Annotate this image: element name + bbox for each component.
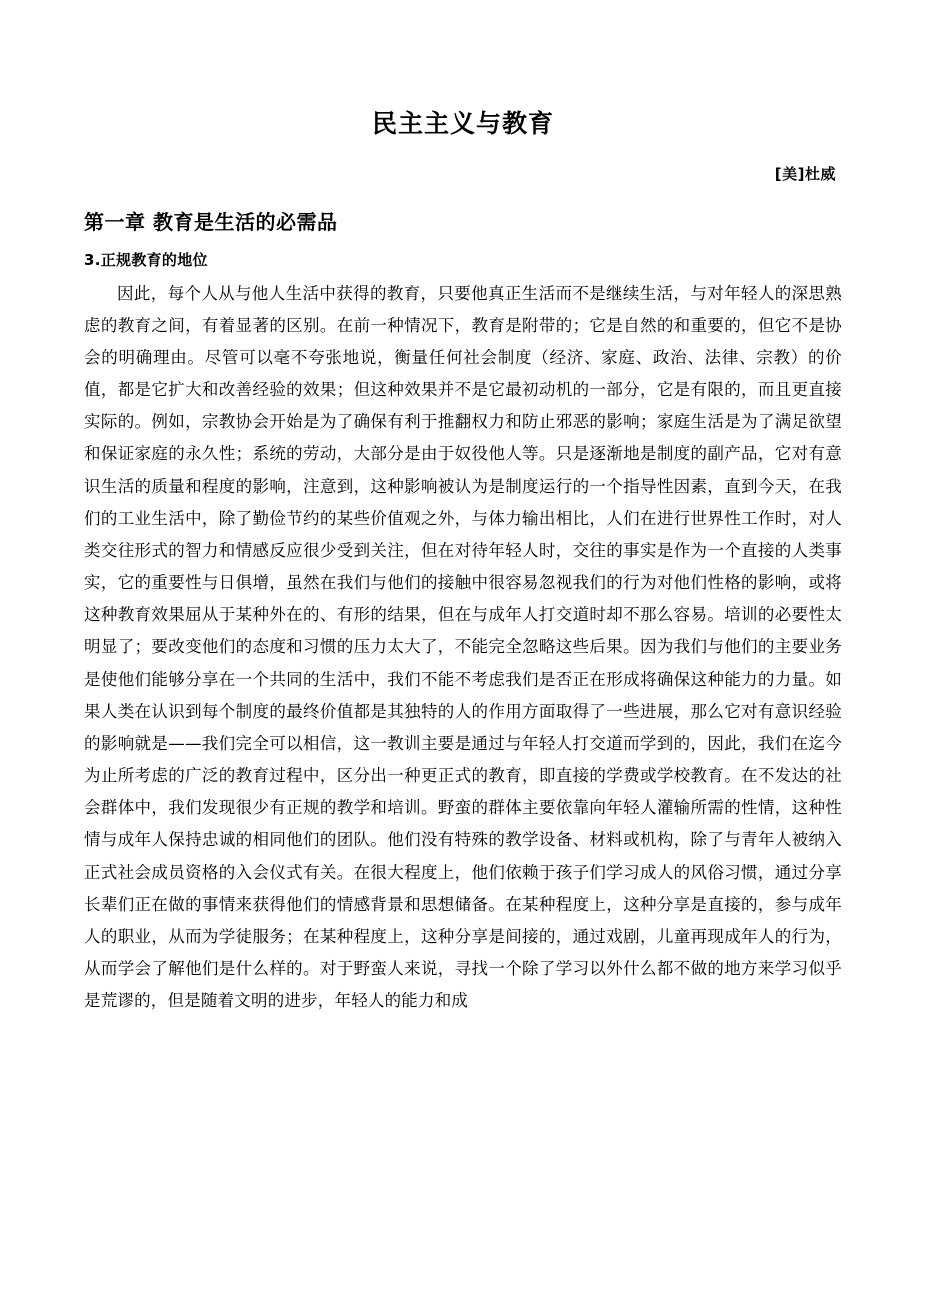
chapter-heading: 第一章 教育是生活的必需品 bbox=[84, 209, 338, 234]
author-byline: [美]杜威 bbox=[774, 164, 836, 183]
page-title: 民主主义与教育 bbox=[371, 109, 554, 138]
section-heading: 3.正规教育的地位 bbox=[84, 250, 208, 269]
body-paragraph: 因此，每个人从与他人生活中获得的教育，只要他真正生活而不是继续生活，与对年轻人的深思熟虑的教育之间，有着显著的区别。在前一种情况下，教育是附带的；它是自然的和重要的，但它不是协会的明确理由。尽管可以毫不夸张地说，衡量任何社会制度（经济、家庭、政治、法律、宗教）的价值，都是它扩大和改善经验的效果；但这种效果并不是它最初动机的一部分，它是有限的，而且更直接实际的。例如，宗教协会开始是为了确保有利于推翻权力和防止邪恶的影响；家庭生活是为了满足欲望和保证家庭的永久性；系统的劳动，大部分是由于奴役他人等。只是逐渐地是制度的副产品，它对有意识生活的质量和程度的影响，注意到，这种影响被认为是制度运行的一个指导性因素，直到今天，在我们的工业生活中，除了勤俭节约的某些价值观之外，与体力输出相比，人们在进行世界性工作时，对人类交往形式的智力和情感反应很少受到关注，但在对待年轻人时，交往的事实是作为一个直接的人类事实，它的重要性与日俱增，虽然在我们与他们的接触中很容易忽视我们的行为对他们性格的影响，或将这种教育效果屈从于某种外在的、有形的结果，但在与成年人打交道时却不那么容易。培训的必要性太明显了；要改变他们的态度和习惯的压力太大了，不能完全忽略这些后果。因为我们与他们的主要业务是使他们能够分享在一个共同的生活中，我们不能不考虑我们是否正在形成将确保这种能力的力量。如果人类在认识到每个制度的最终价值都是其独特的人的作用方面取得了一些进展，那么它对有意识经验的影响就是——我们完全可以相信，这一教训主要是通过与年轻人打交道而学到的，因此，我们在迄今为止所考虑的广泛的教育过程中，区分出一种更正式的教育，即直接的学费或学校教育。在不发达的社会群体中，我们发现很少有正规的教学和培训。野蛮的群体主要依靠向年轻人灌输所需的性情，这种性情与成年人保持忠诚的相同他们的团队。他们没有特殊的教学设备、材料或机构，除了与青年人被纳入正式社会成员资格的入会仪式有关。在很大程度上，他们依赖于孩子们学习成人的风俗习惯，通过分享长辈们正在做的事情来获得他们的情感背景和思想储备。在某种程度上，这种分享是直接的，参与成年人的职业，从而为学徒服务；在某种程度上，这种分享是间接的，通过戏剧，儿童再现成年人的行为，从而学会了解他们是什么样的。对于野蛮人来说，寻找一个除了学习以外什么都不做的地方来学习似乎是荒谬的，但是随着文明的进步，年轻人的能力和成 bbox=[84, 283, 842, 1011]
